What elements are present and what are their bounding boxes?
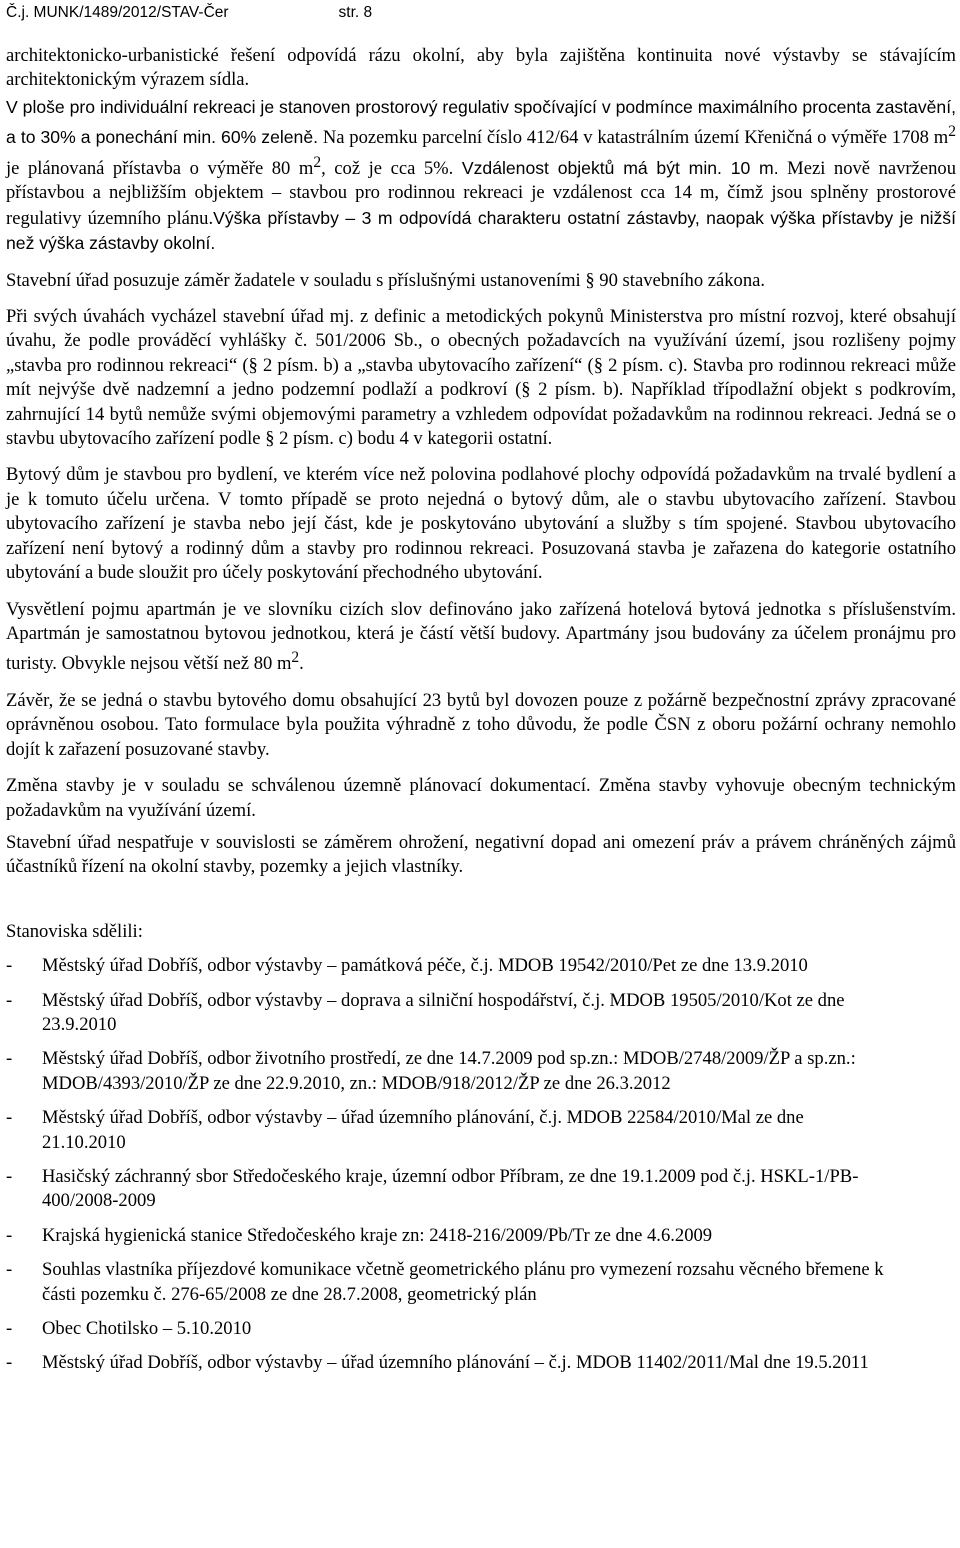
paragraph-apartment-building: Bytový dům je stavbou pro bydlení, ve kterém více než polovina podlahové plochy odpovídá požadavkům na trvalé bydlení a je k tomuto účelu určena. V tomto případě se proto nejedná o bytový dům, ale o stavbu ubytovacího zařízení. Stavbou ubytovacího zařízení je stavba nebo její část, kde je poskytováno ubytování a služby s tím spojené. Stavbou ubytovacího zařízení není bytový a rodinný dům a stavby pro rodinnou rekreaci. Posuzovaná stavba je zařazena do kategorie ostatního ubytování a bude sloužit pro účely poskytování přechodného ubytování. bbox=[6, 464, 956, 584]
page-number: str. 8 bbox=[338, 4, 373, 21]
document-page bbox=[6, 0, 956, 1386]
list-dash: - bbox=[6, 989, 13, 1011]
superscript: 2 bbox=[291, 649, 300, 667]
list-dash: - bbox=[6, 955, 13, 977]
list-item bbox=[6, 1258, 956, 1307]
list-item bbox=[6, 1047, 956, 1096]
paragraph-compliance: Změna stavby je v souladu se schválenou územně plánovací dokumentací. Změna stavby vyhovuje obecným technickým požadavkům na využívání území. bbox=[6, 775, 956, 821]
list-item-text: Městský úřad Dobříš, odbor životního prostředí, ze dne 14.7.2009 pod sp.zn.: MDOB/2748/2009/ŽP a sp.zn.: MDOB/4393/2010/ŽP ze dne 22.9.2010, zn.: MDOB/918/2012/ŽP ze dne 26.3.2012 bbox=[42, 1048, 856, 1094]
paragraph-regulation-height: Výška přístavby – 3 m odpovídá charakteru ostatní zástavby, naopak výška přístavby je nižší než výška zástavby okolní. bbox=[6, 207, 956, 254]
paragraph-apartment-end: . bbox=[299, 653, 304, 675]
paragraph-no-threat: Stavební úřad nespatřuje v souvislosti se záměrem ohrožení, negativní dopad ani omezení práv a právem chráněných zájmů účastníků řízení na okolní stavby, pozemky a jejich vlastníky. bbox=[6, 831, 956, 878]
paragraph-apartment bbox=[6, 598, 956, 677]
list-item-text: Městský úřad Dobříš, odbor výstavby – památková péče, č.j. MDOB 19542/2010/Pet ze dne 13.9.2010 bbox=[42, 955, 808, 977]
paragraph-regulation bbox=[6, 95, 956, 257]
list-dash: - bbox=[6, 1318, 13, 1340]
reference-number: Č.j. MUNK/1489/2012/STAV-Čer bbox=[6, 4, 229, 21]
list-dash: - bbox=[6, 1224, 13, 1246]
list-item-text: Souhlas vlastníka příjezdové komunikace včetně geometrického plánu pro vymezení rozsahu věcného břemene k části pozemku č. 276-65/2008 ze dne 28.7.2008, geometrický plán bbox=[42, 1259, 884, 1305]
list-item bbox=[6, 1165, 956, 1214]
paragraph-assessment: Stavební úřad posuzuje záměr žadatele v souladu s příslušnými ustanoveními § 90 stavebního zákona. bbox=[6, 269, 766, 291]
list-item bbox=[6, 1317, 956, 1341]
list-item bbox=[6, 1106, 956, 1155]
list-item-text: Městský úřad Dobříš, odbor výstavby – úřad územního plánování – č.j. MDOB 11402/2011/Mal dne 19.5.2011 bbox=[42, 1352, 869, 1374]
list-dash: - bbox=[6, 1166, 13, 1187]
paragraph-apartment-text: Vysvětlení pojmu apartmán je ve slovníku cizích slov definováno jako zařízená hotelová bytová jednotka s příslušenstvím. Apartmán je samostatnou bytovou jednotkou, která je částí větší budovy. Apartmány jsou budovány za účelem pronájmu pro turisty. Obvykle nejsou větší než 80 m bbox=[6, 598, 956, 675]
paragraph-architecture: architektonicko-urbanistické řešení odpovídá rázu okolní, aby byla zajištěna kontinuita nové výstavby se stávajícím architektonickým výrazem sídla. bbox=[6, 45, 956, 91]
superscript: 2 bbox=[313, 153, 322, 171]
paragraph-conclusion: Závěr, že se jedná o stavbu bytového domu obsahující 23 bytů byl dovozen pouze z požárně bezpečnostní zprávy zpracované oprávněnou osobou. Tato formulace byla použita výhradně z toho důvodu, že podle ČSN z oboru požární ochrany nemohlo dojít k zařazení posuzované stavby. bbox=[6, 689, 956, 760]
list-dash: - bbox=[6, 1259, 13, 1281]
paragraph-definitions: Při svých úvahách vycházel stavební úřad mj. z definic a metodických pokynů Ministerstva pro místní rozvoj, které obsahují úvahu, že podle prováděcí vyhlášky č. 501/2006 Sb., o obecných požadavcích na využívání území, jsou rozlišeny pojmy „stavba pro rodinnou rekreaci“ (§ 2 písm. b) a „stavba ubytovacího zařízení“ (§ 2 písm. c). Stavba pro rodinnou rekreaci může mít nejvýše dvě nadzemní a jedno podzemní podlaží a podkroví (§ 2 písm. b). Například třípodlažní objekt s podkrovím, zahrnující 14 bytů nemůže svými objemovými parametry a vzhledem odpovídat požadavkům na rodinnou rekreaci. Jedná se o stavbu ubytovacího zařízení podle § 2 písm. c) bodu 4 v kategorii ostatní. bbox=[6, 306, 956, 450]
list-dash: - bbox=[6, 1352, 13, 1374]
paragraph-regulation-intro: V ploše pro individuální rekreaci je stanoven prostorový regulativ spočívající v podmínce maximálního procenta zastavění, a to 30% a ponechání min. 60% zeleně. bbox=[6, 96, 956, 148]
list-dash: - bbox=[6, 1107, 13, 1129]
opinions-list bbox=[6, 954, 956, 1376]
opinions-title: Stanoviska sdělili: bbox=[6, 920, 143, 942]
paragraph-regulation-ratio: , což je cca 5%. bbox=[321, 158, 454, 179]
superscript: 2 bbox=[948, 123, 956, 141]
paragraph-regulation-distance: Vzdálenost objektů má být min. 10 m. bbox=[461, 158, 779, 178]
list-item bbox=[6, 1224, 956, 1248]
list-item bbox=[6, 989, 956, 1038]
list-item-text: Hasičský záchranný sbor Středočeského kraje, územní odbor Příbram, ze dne 19.1.2009 pod č.j. HSKL-1/PB-400/2008-2009 bbox=[42, 1166, 859, 1212]
page-header bbox=[6, 0, 956, 24]
list-item-text: Obec Chotilsko – 5.10.2010 bbox=[42, 1318, 252, 1340]
list-dash: - bbox=[6, 1048, 13, 1070]
list-item bbox=[6, 1351, 956, 1375]
paragraph-regulation-neighbour: Mezi nově navrženou přístavbou a nejbližším objektem – stavbou pro rodinnou rekreaci je vzdálenost cca 14 m, čímž jsou splněny prostorové regulativy územního plánu. bbox=[6, 158, 957, 229]
list-item-text: Městský úřad Dobříš, odbor výstavby – úřad územního plánování, č.j. MDOB 22584/2010/Mal ze dne 21.10.2010 bbox=[42, 1107, 804, 1153]
paragraph-regulation-plot: Na pozemku parcelní číslo 412/64 v katastrálním území Křeničná o výměře 1708 m bbox=[322, 127, 949, 149]
paragraph-regulation-extension: je plánovaná přístavba o výměře 80 m bbox=[6, 158, 314, 179]
list-item bbox=[6, 954, 956, 978]
list-item-text: Krajská hygienická stanice Středočeského kraje zn: 2418-216/2009/Pb/Tr ze dne 4.6.2009 bbox=[42, 1224, 713, 1246]
list-item-text: Městský úřad Dobříš, odbor výstavby – doprava a silniční hospodářství, č.j. MDOB 19505/2010/Kot ze dne 23.9.2010 bbox=[42, 989, 845, 1035]
